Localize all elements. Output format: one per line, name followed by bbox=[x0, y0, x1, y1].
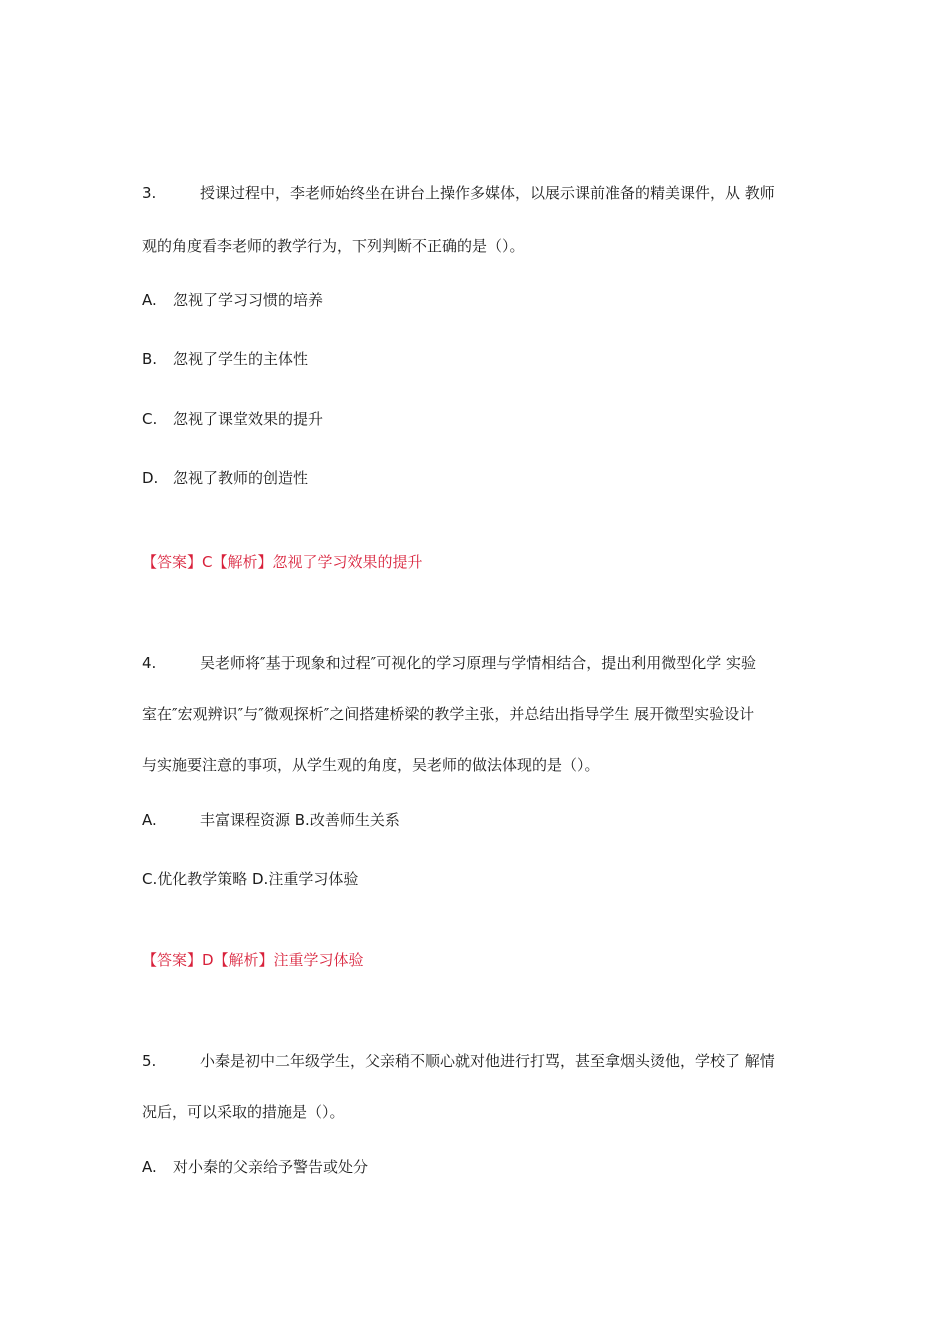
q3-stem-line-2: 观的角度看李老师的教学行为，下列判断不正确的是（）。 bbox=[142, 237, 525, 255]
q3-stem-text-1: 授课过程中，李老师始终坐在讲台上操作多媒体，以展示课前准备的精美课件，从 教师 bbox=[200, 184, 775, 202]
q4-stem-line-1 bbox=[142, 653, 756, 673]
q3-option-a-label: A. bbox=[142, 291, 157, 309]
q4-stem-text-1: 吴老师将″基于现象和过程″可视化的学习原理与学情相结合，提出利用微型化学 实验 bbox=[200, 654, 756, 672]
q4-stem-line-2: 室在″宏观辨识″与″微观探析″之间搭建桥梁的教学主张，并总结出指导学生 展开微型实验设计 bbox=[142, 705, 755, 723]
q3-option-d-label: D. bbox=[142, 469, 159, 487]
q5-option-a-label: A. bbox=[142, 1158, 157, 1176]
q3-option-c bbox=[142, 409, 323, 429]
q4-answer: 【答案】D【解析】注重学习体验 bbox=[142, 951, 364, 969]
q3-option-c-text: 忽视了课堂效果的提升 bbox=[173, 410, 324, 428]
q4-number: 4. bbox=[142, 654, 157, 672]
q3-answer: 【答案】C【解析】忽视了学习效果的提升 bbox=[142, 553, 423, 571]
q5-stem-line-1 bbox=[142, 1051, 775, 1071]
q3-stem-line-1 bbox=[142, 183, 775, 203]
q5-stem-text-1: 小秦是初中二年级学生，父亲稍不顺心就对他进行打骂，甚至拿烟头烫他，学校了 解情 bbox=[200, 1052, 775, 1070]
q5-stem-line-2: 况后，可以采取的措施是（）。 bbox=[142, 1103, 345, 1121]
q3-option-c-label: C. bbox=[142, 410, 158, 428]
q4-option-line-1-text: 丰富课程资源 B.改善师生关系 bbox=[200, 811, 400, 829]
q3-option-d-text: 忽视了教师的创造性 bbox=[173, 469, 309, 487]
q4-stem-line-3: 与实施要注意的事项，从学生观的角度，吴老师的做法体现的是（）。 bbox=[142, 756, 600, 774]
q4-option-line-1 bbox=[142, 810, 400, 830]
q5-number: 5. bbox=[142, 1052, 157, 1070]
q4-option-line-2: C.优化教学策略 D.注重学习体验 bbox=[142, 870, 359, 888]
q3-option-a-text: 忽视了学习习惯的培养 bbox=[173, 291, 324, 309]
q3-number: 3. bbox=[142, 184, 157, 202]
q3-option-b bbox=[142, 349, 308, 369]
q5-option-a-text: 对小秦的父亲给予警告或处分 bbox=[173, 1158, 369, 1176]
q3-option-b-text: 忽视了学生的主体性 bbox=[173, 350, 309, 368]
q3-option-a bbox=[142, 290, 323, 310]
q3-option-b-label: B. bbox=[142, 350, 158, 368]
q5-option-a bbox=[142, 1157, 368, 1177]
q4-option-line-1-label: A. bbox=[142, 811, 157, 829]
q3-option-d bbox=[142, 468, 308, 488]
